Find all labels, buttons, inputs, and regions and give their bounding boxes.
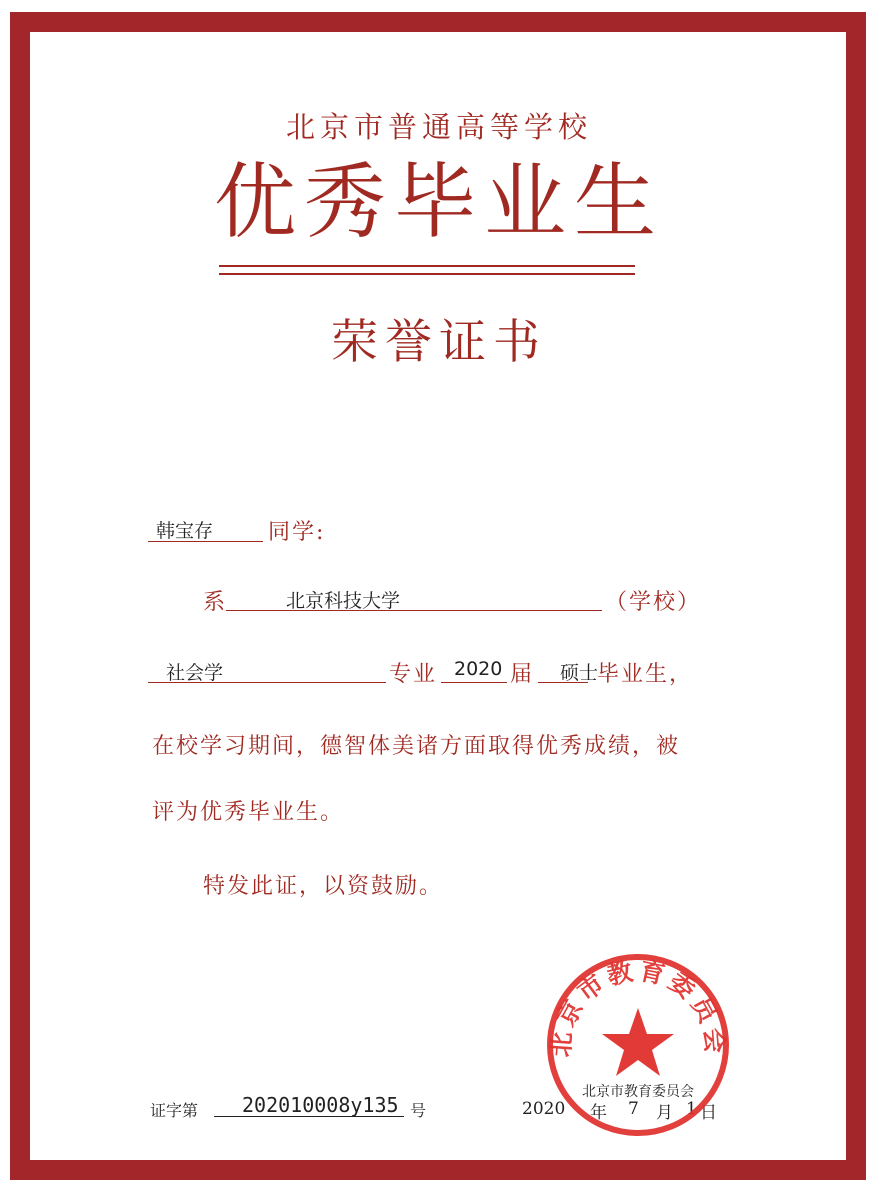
date-year: 2020: [522, 1099, 566, 1119]
degree-suffix: 毕业生，: [597, 662, 694, 687]
date-day-label: 日: [700, 1103, 717, 1123]
cert-number: 202010008y135: [242, 1093, 399, 1117]
seal-star-icon: [602, 1008, 674, 1076]
date-year-label: 年: [590, 1103, 607, 1123]
body-line-2: 评为优秀毕业生。: [152, 800, 345, 825]
seal-center-text: 北京市教育委员会: [582, 1084, 694, 1100]
date-day: 1: [686, 1099, 697, 1119]
year-underline: [441, 682, 507, 683]
school-prefix: 系: [203, 590, 228, 615]
graduation-year: 2020: [454, 658, 503, 680]
title-divider-top: [219, 265, 635, 267]
recipient-name: 韩宝存: [156, 520, 214, 542]
year-label: 届: [510, 662, 535, 687]
certificate-title: 优秀毕业生: [213, 155, 664, 250]
school-name: 北京科技大学: [286, 590, 401, 612]
date-month-label: 月: [656, 1103, 673, 1123]
major-name: 社会学: [166, 662, 224, 684]
degree: 硕士: [560, 662, 599, 684]
major-label: 专业: [389, 662, 438, 687]
closing-line: 特发此证，以资鼓励。: [203, 874, 444, 899]
date-month: 7: [628, 1099, 639, 1119]
salutation: 同学:: [268, 520, 326, 545]
certificate-subtitle: 荣誉证书: [331, 315, 547, 370]
school-suffix: （学校）: [605, 590, 702, 615]
title-divider-bottom: [219, 273, 635, 275]
body-line-1: 在校学习期间，德智体美诸方面取得优秀成绩，被: [152, 734, 681, 759]
cert-number-suffix: 号: [410, 1101, 427, 1120]
issuer-heading: 北京市普通高等学校: [285, 110, 592, 144]
official-seal: [543, 950, 733, 1140]
cert-number-label: 证字第: [150, 1101, 199, 1120]
school-underline: [226, 610, 602, 611]
seal-arc-text: 北京市教育委员会: [546, 956, 730, 1059]
